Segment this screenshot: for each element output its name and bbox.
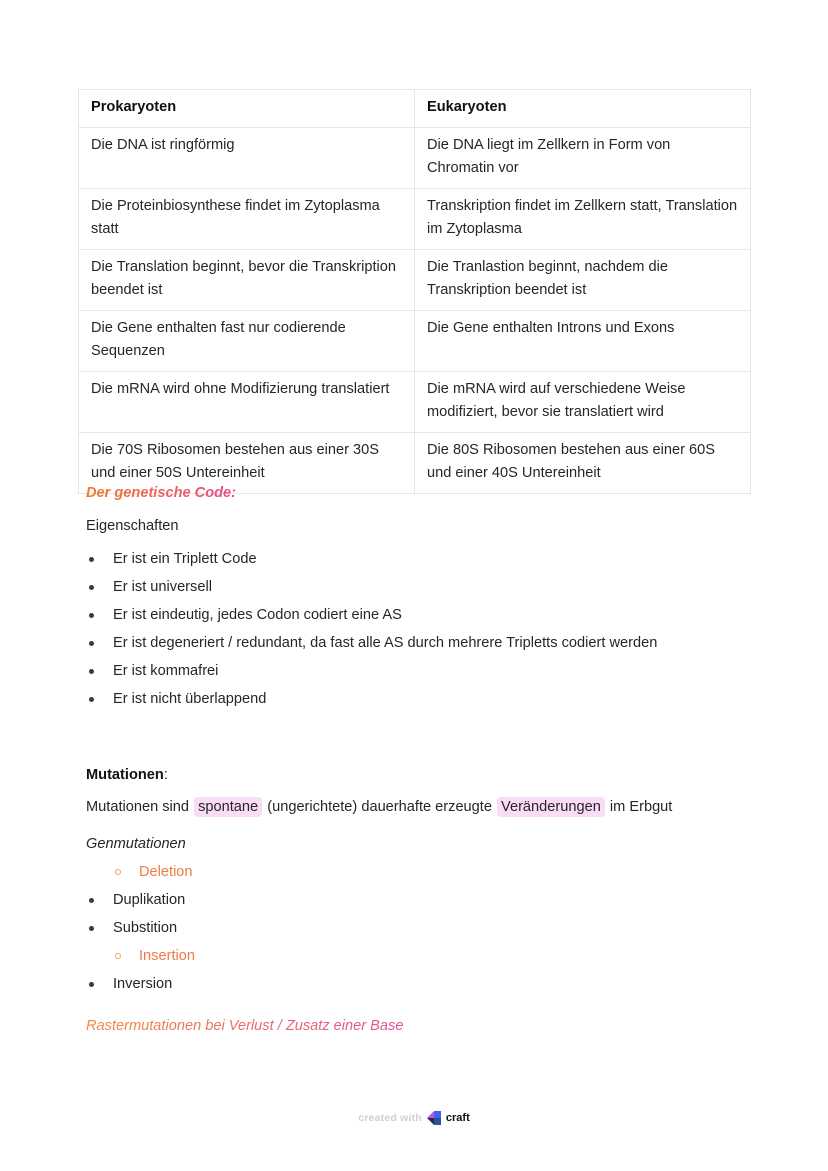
gene-mutations-label: Genmutationen <box>86 836 186 852</box>
list-item-deletion: Deletion <box>86 862 195 890</box>
mutation-types-list <box>86 862 195 1002</box>
header-prokaryoten: Prokaryoten <box>79 90 415 128</box>
mutations-title: Mutationen <box>86 767 164 783</box>
table-row <box>79 250 751 311</box>
frameshift-note-block <box>86 1016 403 1036</box>
list-item-duplikation: Duplikation <box>86 890 195 918</box>
bullet-icon <box>89 898 94 903</box>
list-item: Er ist universell <box>86 577 657 605</box>
frameshift-note: Rastermutationen bei Verlust / Zusatz einer Base <box>86 1018 404 1034</box>
bullet-icon <box>89 669 94 674</box>
list-item-inversion: Inversion <box>86 974 195 1002</box>
table-cell: Die Translation beginnt, bevor die Transkription beendet ist <box>79 250 415 311</box>
table-row <box>79 372 751 433</box>
bullet-icon <box>89 557 94 562</box>
hollow-bullet-icon <box>115 869 121 875</box>
highlight-spontane: spontane <box>194 797 262 817</box>
table-cell: Die mRNA wird ohne Modifizierung translatiert <box>79 372 415 433</box>
list-item-substition: Substition <box>86 918 195 946</box>
table-cell: Die Gene enthalten Introns und Exons <box>415 311 751 372</box>
list-item: Er ist ein Triplett Code <box>86 549 657 577</box>
gene-mutations-label-block <box>86 834 186 854</box>
bullet-icon <box>89 926 94 931</box>
list-item: Er ist kommafrei <box>86 661 657 689</box>
header-eukaryoten: Eukaryoten <box>415 90 751 128</box>
genetic-code-subtitle-block <box>86 516 179 536</box>
list-item: Er ist degeneriert / redundant, da fast alle AS durch mehrere Tripletts codiert werden <box>86 633 657 661</box>
bullet-icon <box>89 613 94 618</box>
table-cell: Die DNA ist ringförmig <box>79 128 415 189</box>
created-with-label: created with <box>358 1112 422 1124</box>
table-cell: Die DNA liegt im Zellkern in Form von Chromatin vor <box>415 128 751 189</box>
table-row <box>79 311 751 372</box>
table-row <box>79 128 751 189</box>
table-cell: Die Proteinbiosynthese findet im Zytoplasma statt <box>79 189 415 250</box>
bullet-icon <box>89 982 94 987</box>
table-header-row <box>79 90 751 128</box>
table-cell: Die Gene enthalten fast nur codierende Sequenzen <box>79 311 415 372</box>
craft-logo-icon <box>427 1111 441 1125</box>
table-cell: Die Tranlastion beginnt, nachdem die Transkription beendet ist <box>415 250 751 311</box>
genetic-code-title: Der genetische Code: <box>86 485 237 501</box>
mutations-heading-block <box>86 765 168 785</box>
mutations-title-colon: : <box>163 767 168 783</box>
craft-brand-name: craft <box>445 1112 470 1124</box>
bullet-icon <box>89 585 94 590</box>
table-cell: Die 80S Ribosomen bestehen aus einer 60S und einer 40S Untereinheit <box>415 433 751 494</box>
list-item-insertion: Insertion <box>86 946 195 974</box>
bullet-icon <box>89 641 94 646</box>
list-item: Er ist eindeutig, jedes Codon codiert eine AS <box>86 605 657 633</box>
table-cell: Transkription findet im Zellkern statt, Translation im Zytoplasma <box>415 189 751 250</box>
genetic-code-heading-block <box>86 483 236 503</box>
footer-watermark <box>0 1111 828 1125</box>
table-row <box>79 189 751 250</box>
table-cell: Die mRNA wird auf verschiedene Weise modifiziert, bevor sie translatiert wird <box>415 372 751 433</box>
properties-label: Eigenschaften <box>86 518 179 534</box>
hollow-bullet-icon <box>115 953 121 959</box>
mutations-definition: Mutationen sind spontane (ungerichtete) dauerhafte erzeugte Veränderungen im Erbgut <box>86 799 673 815</box>
bullet-icon <box>89 697 94 702</box>
comparison-table <box>78 89 751 494</box>
table-cell: Die 70S Ribosomen bestehen aus einer 30S und einer 50S Untereinheit <box>79 433 415 494</box>
highlight-veraenderungen: Veränderungen <box>497 797 605 817</box>
genetic-code-properties-list <box>86 549 657 717</box>
list-item: Er ist nicht überlappend <box>86 689 657 717</box>
